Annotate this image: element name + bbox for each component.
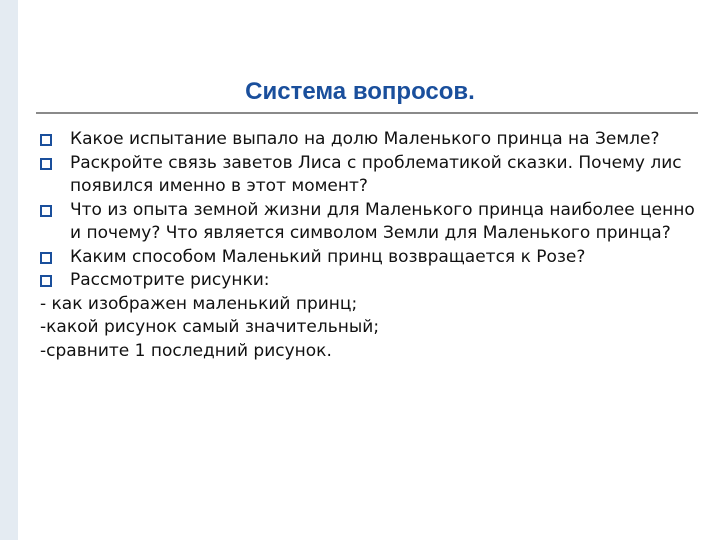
slide-title-text: Система вопросов.	[245, 78, 475, 105]
slide-title	[0, 78, 720, 106]
question-text-4: Каким способом Маленький принц возвращается к Розе?	[70, 246, 586, 267]
sub-question-3: -сравните 1 последний рисунок.	[40, 340, 332, 361]
question-item-3	[40, 199, 700, 246]
question-item-5	[40, 269, 700, 293]
hollow-square-bullet-icon	[40, 158, 52, 170]
hollow-square-bullet-icon	[40, 205, 52, 217]
sub-question-2: -какой рисунок самый значительный;	[40, 317, 380, 337]
question-text-3: Что из опыта земной жизни для Маленького принца наиболее ценно и почему? Что является символом Земли для Маленького принца?	[70, 199, 695, 243]
question-list	[40, 128, 700, 363]
question-text-5: Рассмотрите рисунки:	[70, 270, 270, 290]
sub-question-1: - как изображен маленький принц;	[40, 293, 358, 314]
hollow-square-bullet-icon	[40, 252, 52, 264]
question-text-1: Какое испытание выпало на долю Маленького принца на Земле?	[70, 129, 660, 149]
hollow-square-bullet-icon	[40, 134, 52, 146]
question-text-2: Раскройте связь заветов Лиса с проблематикой сказки. Почему лис появился именно в этот момент?	[70, 152, 682, 196]
hollow-square-bullet-icon	[40, 275, 52, 287]
question-item-2	[40, 152, 700, 199]
title-divider	[36, 112, 698, 114]
question-item-1	[40, 128, 700, 152]
question-item-4	[40, 246, 700, 270]
